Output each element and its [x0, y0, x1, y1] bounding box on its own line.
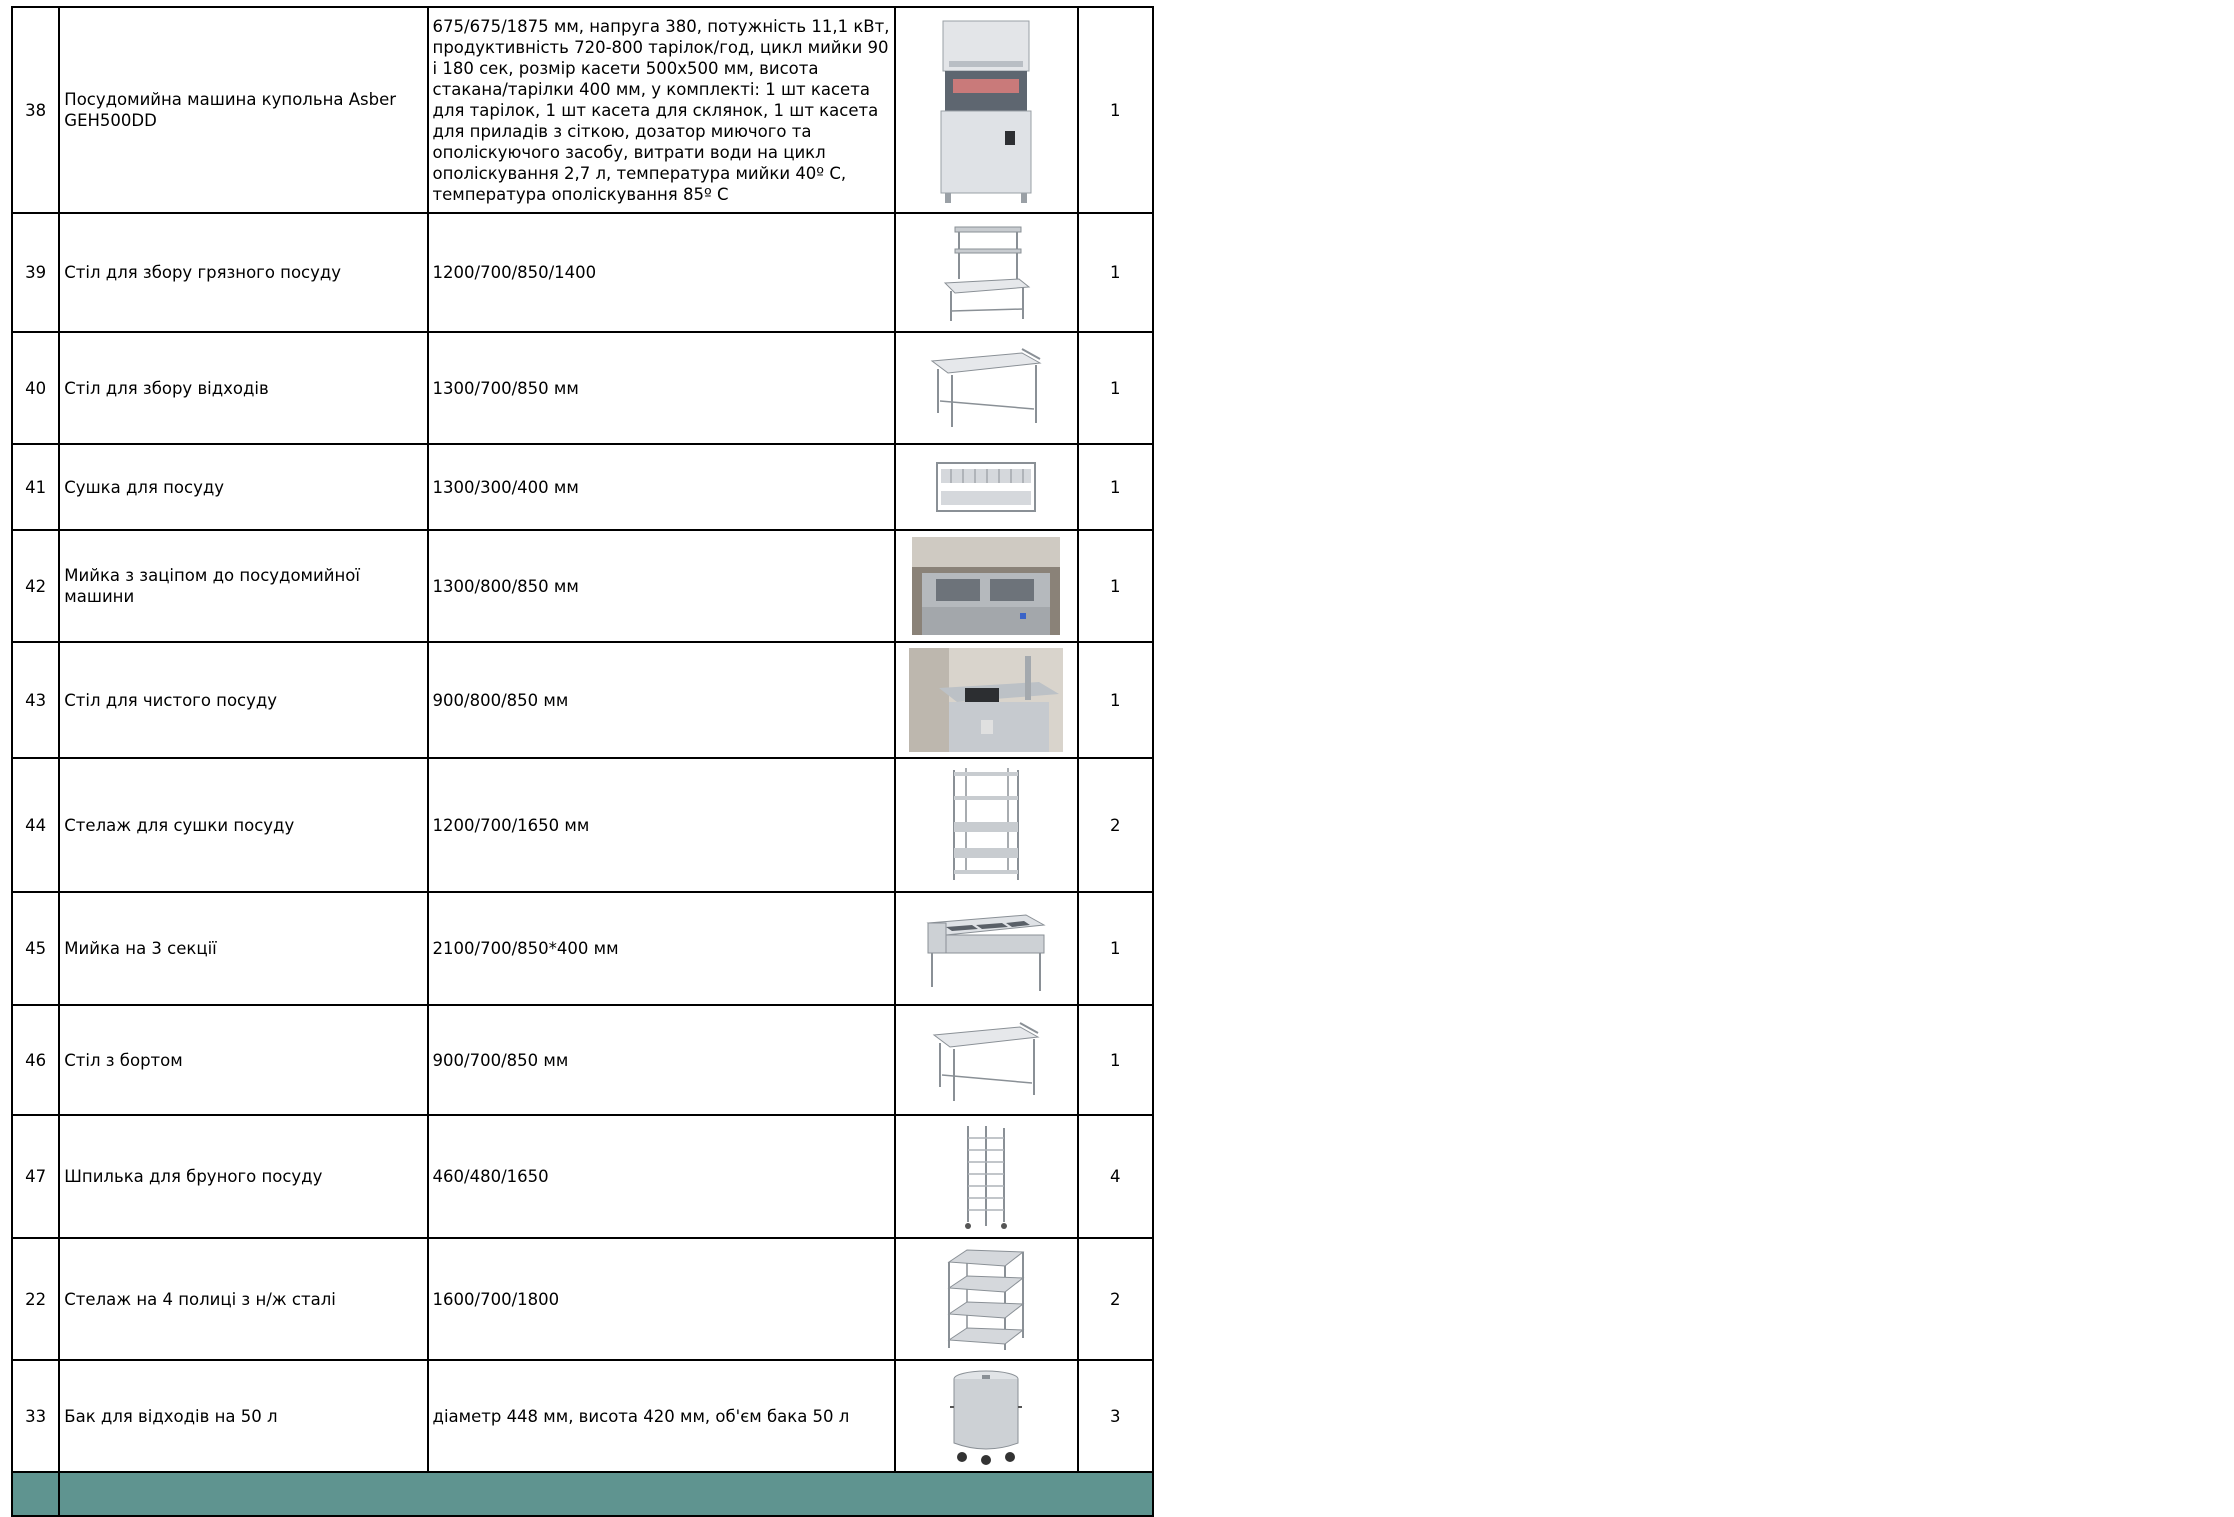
item-image — [895, 758, 1077, 892]
item-image — [895, 213, 1077, 332]
item-image — [895, 530, 1077, 642]
item-image — [895, 1005, 1077, 1115]
dishwasher-image — [931, 15, 1041, 205]
row-number: 39 — [12, 213, 59, 332]
item-spec: 900/800/850 мм — [428, 642, 896, 758]
item-quantity: 1 — [1078, 444, 1154, 530]
table-row — [12, 642, 1153, 758]
row-number: 43 — [12, 642, 59, 758]
item-name: Мийка з заціпом до посудомийної машини — [59, 530, 427, 642]
table-footer — [12, 1472, 1153, 1516]
item-spec: 1600/700/1800 — [428, 1238, 896, 1360]
table-row — [12, 758, 1153, 892]
table-image — [926, 343, 1046, 433]
row-number: 38 — [12, 7, 59, 213]
item-name: Стелаж на 4 полиці з н/ж сталі — [59, 1238, 427, 1360]
item-quantity: 2 — [1078, 758, 1154, 892]
item-name: Шпилька для бруного посуду — [59, 1115, 427, 1238]
footer-cell — [59, 1472, 1153, 1516]
item-spec: 2100/700/850*400 мм — [428, 892, 896, 1005]
item-image — [895, 444, 1077, 530]
item-image — [895, 1115, 1077, 1238]
table-row — [12, 7, 1153, 213]
drying-rack-image — [946, 766, 1026, 884]
triple-sink-image — [924, 901, 1048, 997]
item-quantity: 1 — [1078, 332, 1154, 444]
table-row — [12, 1005, 1153, 1115]
row-number: 42 — [12, 530, 59, 642]
item-name: Стелаж для сушки посуду — [59, 758, 427, 892]
item-name: Стіл з бортом — [59, 1005, 427, 1115]
item-quantity: 2 — [1078, 1238, 1154, 1360]
table-with-edge-image — [928, 1015, 1044, 1105]
item-spec: діаметр 448 мм, висота 420 мм, об'єм бака 50 л — [428, 1360, 896, 1472]
sink-photo-image — [912, 537, 1060, 635]
item-spec: 675/675/1875 мм, напруга 380, потужність 11,1 кВт, продуктивність 720-800 тарілок/год, цикл мийки 90 і 180 сек, розмір касети 500x500 мм, висота стакана/тарілки 400 мм, у комплекті: 1 шт касета для тарілок, 1 шт касета для склянок, 1 шт касета для приладів з сіткою, дозатор миючого та ополіскуючого засобу, витрати води на цикл ополіскування 2,7 л, температура мийки 40º С, температура ополіскування 85º С — [428, 7, 896, 213]
table-row — [12, 444, 1153, 530]
item-image — [895, 1360, 1077, 1472]
clean-table-photo-image — [909, 648, 1063, 752]
shelving-image — [941, 1246, 1031, 1352]
item-image — [895, 892, 1077, 1005]
item-spec: 1300/800/850 мм — [428, 530, 896, 642]
item-quantity: 1 — [1078, 642, 1154, 758]
waste-bin-image — [946, 1367, 1026, 1465]
item-image — [895, 7, 1077, 213]
row-number: 47 — [12, 1115, 59, 1238]
item-spec: 1300/300/400 мм — [428, 444, 896, 530]
row-number: 40 — [12, 332, 59, 444]
item-name: Сушка для посуду — [59, 444, 427, 530]
row-number: 44 — [12, 758, 59, 892]
item-name: Стіл для збору грязного посуду — [59, 213, 427, 332]
table-row — [12, 892, 1153, 1005]
trolley-rack-image — [956, 1122, 1016, 1232]
item-image — [895, 1238, 1077, 1360]
item-spec: 1200/700/850/1400 — [428, 213, 896, 332]
item-spec: 900/700/850 мм — [428, 1005, 896, 1115]
item-quantity: 3 — [1078, 1360, 1154, 1472]
footer-cell — [12, 1472, 59, 1516]
item-spec: 460/480/1650 — [428, 1115, 896, 1238]
row-number: 45 — [12, 892, 59, 1005]
table-row — [12, 530, 1153, 642]
dish-rack-image — [931, 455, 1041, 519]
row-number: 46 — [12, 1005, 59, 1115]
item-image — [895, 332, 1077, 444]
row-number: 22 — [12, 1238, 59, 1360]
table-with-shelf-image — [941, 221, 1031, 325]
row-number: 33 — [12, 1360, 59, 1472]
item-quantity: 1 — [1078, 213, 1154, 332]
item-name: Стіл для збору відходів — [59, 332, 427, 444]
item-name: Стіл для чистого посуду — [59, 642, 427, 758]
item-image — [895, 642, 1077, 758]
item-name: Бак для відходів на 50 л — [59, 1360, 427, 1472]
table-row — [12, 1115, 1153, 1238]
table-row — [12, 332, 1153, 444]
item-name: Посудомийна машина купольна Asber GEH500DD — [59, 7, 427, 213]
item-name: Мийка на 3 секції — [59, 892, 427, 1005]
item-quantity: 1 — [1078, 1005, 1154, 1115]
equipment-table — [11, 6, 1154, 1517]
item-spec: 1200/700/1650 мм — [428, 758, 896, 892]
item-quantity: 1 — [1078, 7, 1154, 213]
table-row — [12, 1360, 1153, 1472]
table-row — [12, 1238, 1153, 1360]
row-number: 41 — [12, 444, 59, 530]
table-row — [12, 213, 1153, 332]
item-quantity: 4 — [1078, 1115, 1154, 1238]
item-quantity: 1 — [1078, 892, 1154, 1005]
item-spec: 1300/700/850 мм — [428, 332, 896, 444]
item-quantity: 1 — [1078, 530, 1154, 642]
